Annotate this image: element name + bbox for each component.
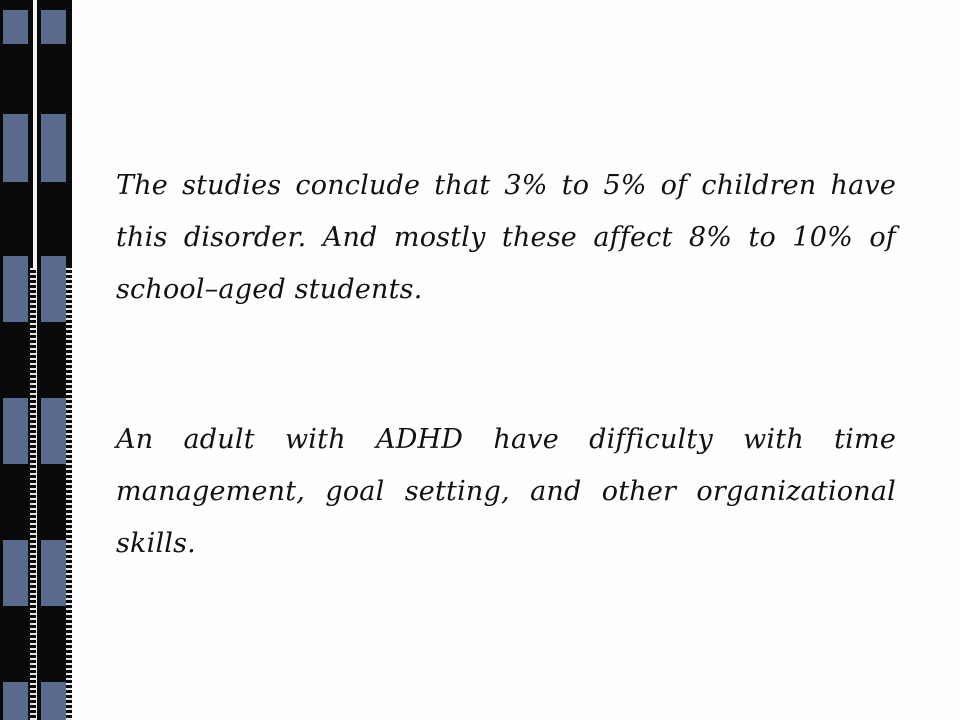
film-hole [41, 540, 66, 606]
film-ticks [30, 268, 36, 720]
film-ticks [66, 268, 72, 720]
film-hole [41, 256, 66, 322]
film-hole [41, 10, 66, 44]
film-hole [3, 682, 28, 720]
film-hole [41, 398, 66, 464]
film-hole [41, 114, 66, 182]
film-hole [41, 682, 66, 720]
film-hole [3, 256, 28, 322]
film-hole [3, 398, 28, 464]
paragraph-adhd-prevalence: The studies conclude that 3% to 5% of children have this disorder. And mostly these affect 8% to 10% of school–aged students. [116, 170, 896, 305]
film-hole [3, 540, 28, 606]
film-strip-decoration [0, 0, 72, 720]
film-hole [3, 10, 28, 44]
paragraph-adult-adhd: An adult with ADHD have difficulty with time management, goal setting, and other organizational skills. [116, 424, 896, 559]
film-hole [3, 114, 28, 182]
